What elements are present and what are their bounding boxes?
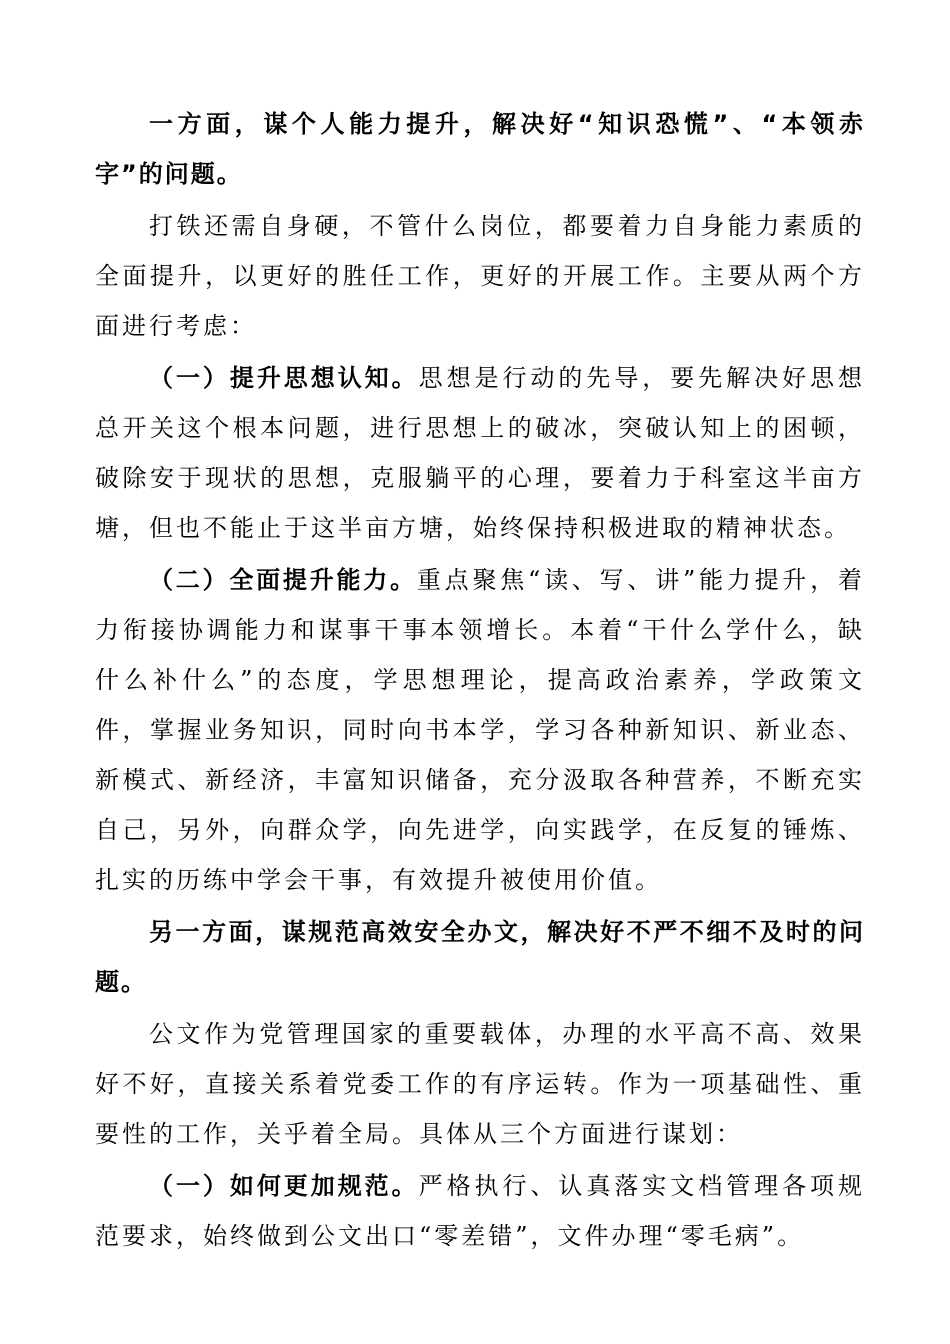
section-heading-personal-ability: 一方面，谋个人能力提升，解决好“知识恐慌”、“本领赤字”的问题。 xyxy=(95,110,865,188)
paragraph-lead-improve-ability: （二）全面提升能力。 xyxy=(149,566,417,594)
paragraph-improve-ability xyxy=(95,555,865,905)
paragraph-body-improve-ability: 重点聚焦“读、写、讲”能力提升，着力衔接协调能力和谋事干事本领增长。本着“干什么学什么，缺什么补什么”的态度，学思想理论，提高政治素养，学政策文件，掌握业务知识，同时向书本学，学习各种新知识、新业态、新模式、新经济，丰富知识储备，充分汲取各种营养，不断充实自己，另外，向群众学，向先进学，向实践学，在反复的锤炼、扎实的历练中学会干事，有效提升被使用价值。 xyxy=(95,566,865,894)
document-body xyxy=(95,99,865,1261)
section-intro-personal-ability: 打铁还需自身硬，不管什么岗位，都要着力自身能力素质的全面提升，以更好的胜任工作，更好的开展工作。主要从两个方面进行考虑： xyxy=(95,212,865,340)
section-heading-document-handling: 另一方面，谋规范高效安全办文，解决好不严不细不及时的问题。 xyxy=(95,918,865,996)
paragraph-body-improve-thinking: 思想是行动的先导，要先解决好思想总开关这个根本问题，进行思想上的破冰，突破认知上的困顿，破除安于现状的思想，克服躺平的心理，要着力于科室这半亩方塘，但也不能止于这半亩方塘，始终保持积极进取的精神状态。 xyxy=(95,364,866,542)
paragraph-more-standardized xyxy=(95,1161,865,1261)
paragraph-improve-thinking xyxy=(95,353,865,553)
paragraph-lead-improve-thinking: （一）提升思想认知。 xyxy=(149,364,419,392)
section-intro-document-handling: 公文作为党管理国家的重要载体，办理的水平高不高、效果好不好，直接关系着党委工作的有序运转。作为一项基础性、重要性的工作，关乎着全局。具体从三个方面进行谋划： xyxy=(95,1020,865,1148)
paragraph-body-more-standardized: 严格执行、认真落实文档管理各项规范要求，始终做到公文出口“零差错”，文件办理“零毛病”。 xyxy=(95,1172,866,1250)
paragraph-lead-more-standardized: （一）如何更加规范。 xyxy=(149,1172,419,1200)
